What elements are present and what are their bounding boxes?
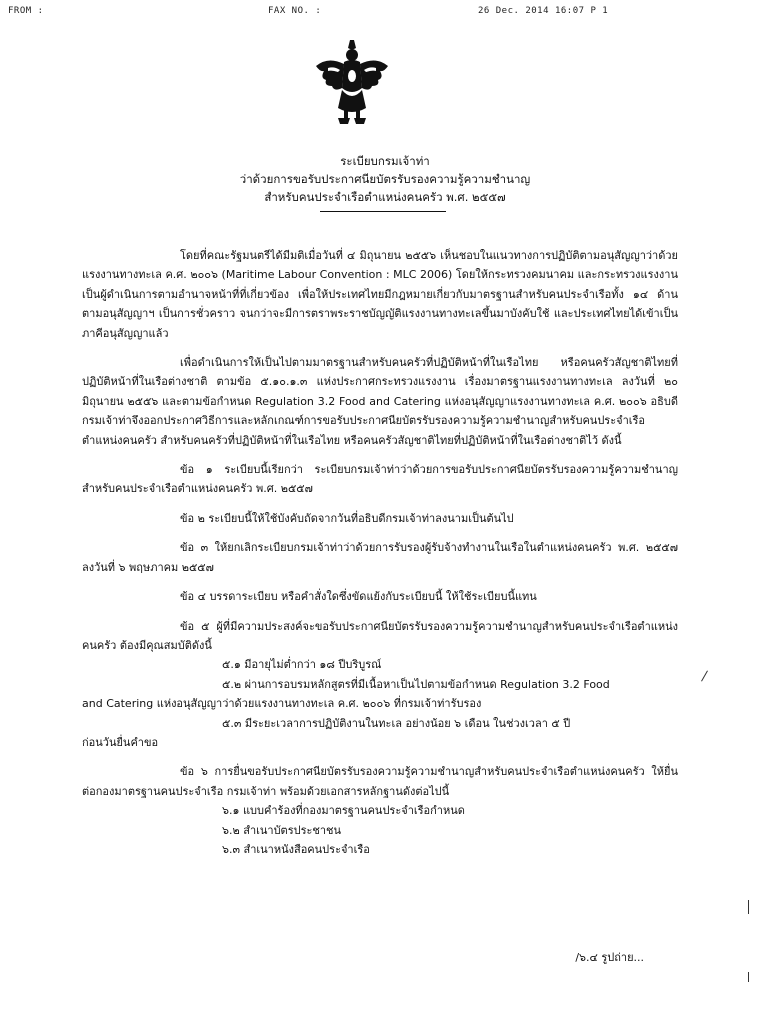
title-line-1: ระเบียบกรมเจ้าท่า bbox=[340, 154, 430, 168]
document-body bbox=[82, 246, 678, 859]
clause-5-2: ๕.๒ ผ่านการอบรมหลักสูตรที่มีเนื้อหาเป็นไปตามข้อกำหนด Regulation 3.2 Food bbox=[222, 677, 610, 691]
clause-1: ข้อ ๑ ระเบียบนี้เรียกว่า ระเบียบกรมเจ้าท่าว่าด้วยการขอรับประกาศนียบัตรรับรองความรู้ความชำนาญสำหรับคนประจำเรือตำแหน่งคนครัว พ.ศ. ๒๕๕๗ bbox=[82, 463, 678, 496]
paragraph-purpose: เพื่อดำเนินการให้เป็นไปตามมาตรฐานสำหรับคนครัวที่ปฏิบัติหน้าที่ในเรือไทย หรือคนครัวสัญชาติไทยที่ปฏิบัติหน้าที่ในเรือต่างชาติ ตามข้อ ๕.๑๐.๑.๓ แห่งประกาศกระทรวงแรงงาน เรื่องมาตรฐานแรงงานทางทะเล ลงวันที่ ๒๐ มิถุนายน ๒๕๕๖ และตามข้อกำหนด Regulation 3.2 Food and Catering แห่งอนุสัญญาแรงงานทางทะเล ค.ศ. ๒๐๐๖ อธิบดีกรมเจ้าท่าจึงออกประกาศวิธีการและหลักเกณฑ์การขอรับประกาศนียบัตรรับรองความรู้ความชำนาญสำหรับคนประจำเรือตำแหน่งคนครัว สำหรับคนครัวที่ปฏิบัติหน้าที่ในเรือไทย หรือคนครัวสัญชาติไทยที่ปฏิบัติหน้าที่ในเรือต่างชาติไว้ ดังนี้ bbox=[82, 356, 678, 447]
fax-number: FAX NO. : bbox=[268, 6, 322, 16]
garuda-emblem-icon bbox=[314, 38, 390, 124]
scan-mark bbox=[701, 671, 708, 682]
clause-5-3-cont: ก่อนวันยื่นคำขอ bbox=[82, 735, 159, 749]
fax-from: FROM : bbox=[8, 6, 44, 16]
clause-6-3: ๖.๓ สำเนาหนังสือคนประจำเรือ bbox=[222, 842, 370, 856]
page-continuation: /๖.๔ รูปถ่าย... bbox=[575, 951, 644, 964]
title-line-3: สำหรับคนประจำเรือตำแหน่งคนครัว พ.ศ. ๒๕๕๗ bbox=[264, 190, 506, 204]
clause-5-2-cont: and Catering แห่งอนุสัญญาว่าด้วยแรงงานทางทะเล ค.ศ. ๒๐๐๖ ที่กรมเจ้าท่ารับรอง bbox=[82, 697, 482, 711]
paragraph-preamble: โดยที่คณะรัฐมนตรีได้มีมติเมื่อวันที่ ๔ มิถุนายน ๒๕๕๖ เห็นชอบในแนวทางการปฏิบัติตามอนุสัญญาว่าด้วยแรงงานทางทะเล ค.ศ. ๒๐๐๖ (Maritime Labour Convention : MLC 2006) โดยให้กระทรวงคมนาคม และกระทรวงแรงงานเป็นผู้ดำเนินการตามอำนาจหน้าที่ที่เกี่ยวข้อง เพื่อให้ประเทศไทยมีกฎหมายเกี่ยวกับมาตรฐานสำหรับคนประจำเรือทั้ง ๑๔ ด้าน ตามอนุสัญญาฯ เป็นการชั่วคราว จนกว่าจะมีการตราพระราชบัญญัติแรงงานทางทะเลขึ้นมาบังคับใช้ และประเทศไทยได้เข้าเป็นภาคีอนุสัญญาแล้ว bbox=[82, 249, 678, 340]
scan-mark bbox=[748, 900, 749, 914]
title-divider bbox=[320, 211, 446, 212]
clause-5-1: ๕.๑ มีอายุไม่ต่ำกว่า ๑๘ ปีบริบูรณ์ bbox=[222, 658, 382, 672]
scan-mark bbox=[748, 972, 749, 982]
clause-6-1: ๖.๑ แบบคำร้องที่กองมาตรฐานคนประจำเรือกำหนด bbox=[222, 804, 465, 818]
fax-datetime: 26 Dec. 2014 16:07 P 1 bbox=[478, 6, 609, 16]
clause-6-2: ๖.๒ สำเนาบัตรประชาชน bbox=[222, 823, 342, 837]
title-line-2: ว่าด้วยการขอรับประกาศนียบัตรรับรองความรู้ความชำนาญ bbox=[239, 172, 531, 186]
clause-5-3: ๕.๓ มีระยะเวลาการปฏิบัติงานในทะเล อย่างน้อย ๖ เดือน ในช่วงเวลา ๕ ปี bbox=[222, 716, 571, 730]
clause-2: ข้อ ๒ ระเบียบนี้ให้ใช้บังคับถัดจากวันที่อธิบดีกรมเจ้าท่าลงนามเป็นต้นไป bbox=[180, 511, 514, 525]
clause-6: ข้อ ๖ การยื่นขอรับประกาศนียบัตรรับรองความรู้ความชำนาญสำหรับคนประจำเรือตำแหน่งคนครัว ให้ยื่นต่อกองมาตรฐานคนประจำเรือ กรมเจ้าท่า พร้อมด้วยเอกสารหลักฐานดังต่อไปนี้ bbox=[82, 765, 678, 798]
clause-5: ข้อ ๕ ผู้ที่มีความประสงค์จะขอรับประกาศนียบัตรรับรองความรู้ความชำนาญสำหรับคนประจำเรือตำแหน่งคนครัว ต้องมีคุณสมบัติดังนี้ bbox=[82, 619, 678, 652]
clause-3: ข้อ ๓ ให้ยกเลิกระเบียบกรมเจ้าท่าว่าด้วยการรับรองผู้รับจ้างทำงานในเรือในตำแหน่งคนครัว พ.ศ. ๒๕๕๗ ลงวันที่ ๖ พฤษภาคม ๒๕๕๗ bbox=[82, 541, 678, 574]
document-title bbox=[0, 152, 770, 206]
clause-4: ข้อ ๔ บรรดาระเบียบ หรือคำสั่งใดซึ่งขัดแย้งกับระเบียบนี้ ให้ใช้ระเบียบนี้แทน bbox=[180, 590, 537, 604]
